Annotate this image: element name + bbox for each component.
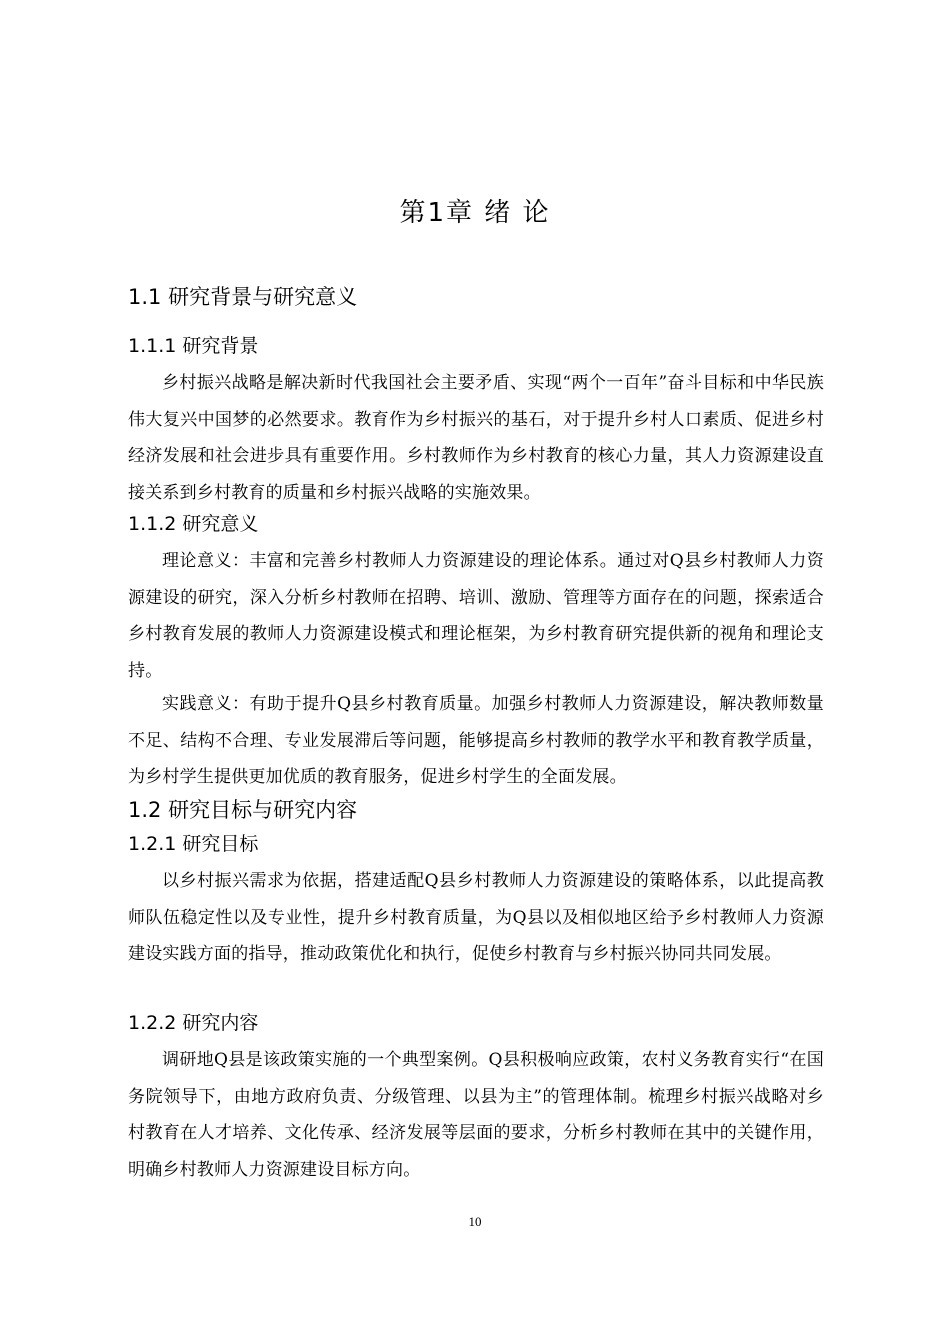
section-heading-1-2: 1.2 研究目标与研究内容: [128, 798, 358, 822]
subsection-heading-1-1-1: 1.1.1 研究背景: [128, 335, 259, 357]
subsection-heading-1-2-2: 1.2.2 研究内容: [128, 1012, 259, 1034]
page-number: 10: [468, 1214, 482, 1229]
subsection-heading-1-1-2: 1.1.2 研究意义: [128, 513, 259, 535]
paragraph-research-background: 乡村振兴战略是解决新时代我国社会主要矛盾、实现“两个一百年”奋斗目标和中华民族伟大复兴中国梦的必然要求。教育作为乡村振兴的基石，对于提升乡村人口素质、促进乡村经济发展和社会进步具有重要作用。乡村教师作为乡村教育的核心力量，其人力资源建设直接关系到乡村教育的质量和乡村振兴战略的实施效果。: [128, 373, 824, 503]
chapter-title: 第1章 绪 论: [399, 198, 551, 228]
paragraph-research-content: 调研地Q县是该政策实施的一个典型案例。Q县积极响应政策，农村义务教育实行“在国务院领导下，由地方政府负责、分级管理、以县为主”的管理体制。梳理乡村振兴战略对乡村教育在人才培养、文化传承、经济发展等层面的要求，分析乡村教师在其中的关键作用，明确乡村教师人力资源建设目标方向。: [128, 1050, 824, 1180]
subsection-heading-1-2-1: 1.2.1 研究目标: [128, 833, 259, 855]
paragraph-theoretical-significance: 理论意义：丰富和完善乡村教师人力资源建设的理论体系。通过对Q县乡村教师人力资源建设的研究，深入分析乡村教师在招聘、培训、激励、管理等方面存在的问题，探索适合乡村教育发展的教师人力资源建设模式和理论框架，为乡村教育研究提供新的视角和理论支持。: [128, 551, 824, 681]
paragraph-research-objectives: 以乡村振兴需求为依据，搭建适配Q县乡村教师人力资源建设的策略体系，以此提高教师队伍稳定性以及专业性，提升乡村教育质量，为Q县以及相似地区给予乡村教师人力资源建设实践方面的指导，推动政策优化和执行，促使乡村教育与乡村振兴协同共同发展。: [128, 871, 824, 964]
paragraph-practical-significance: 实践意义：有助于提升Q县乡村教育质量。加强乡村教师人力资源建设，解决教师数量不足、结构不合理、专业发展滞后等问题，能够提高乡村教师的教学水平和教育教学质量，为乡村学生提供更加优质的教育服务，促进乡村学生的全面发展。: [128, 694, 824, 787]
section-heading-1-1: 1.1 研究背景与研究意义: [128, 285, 358, 309]
